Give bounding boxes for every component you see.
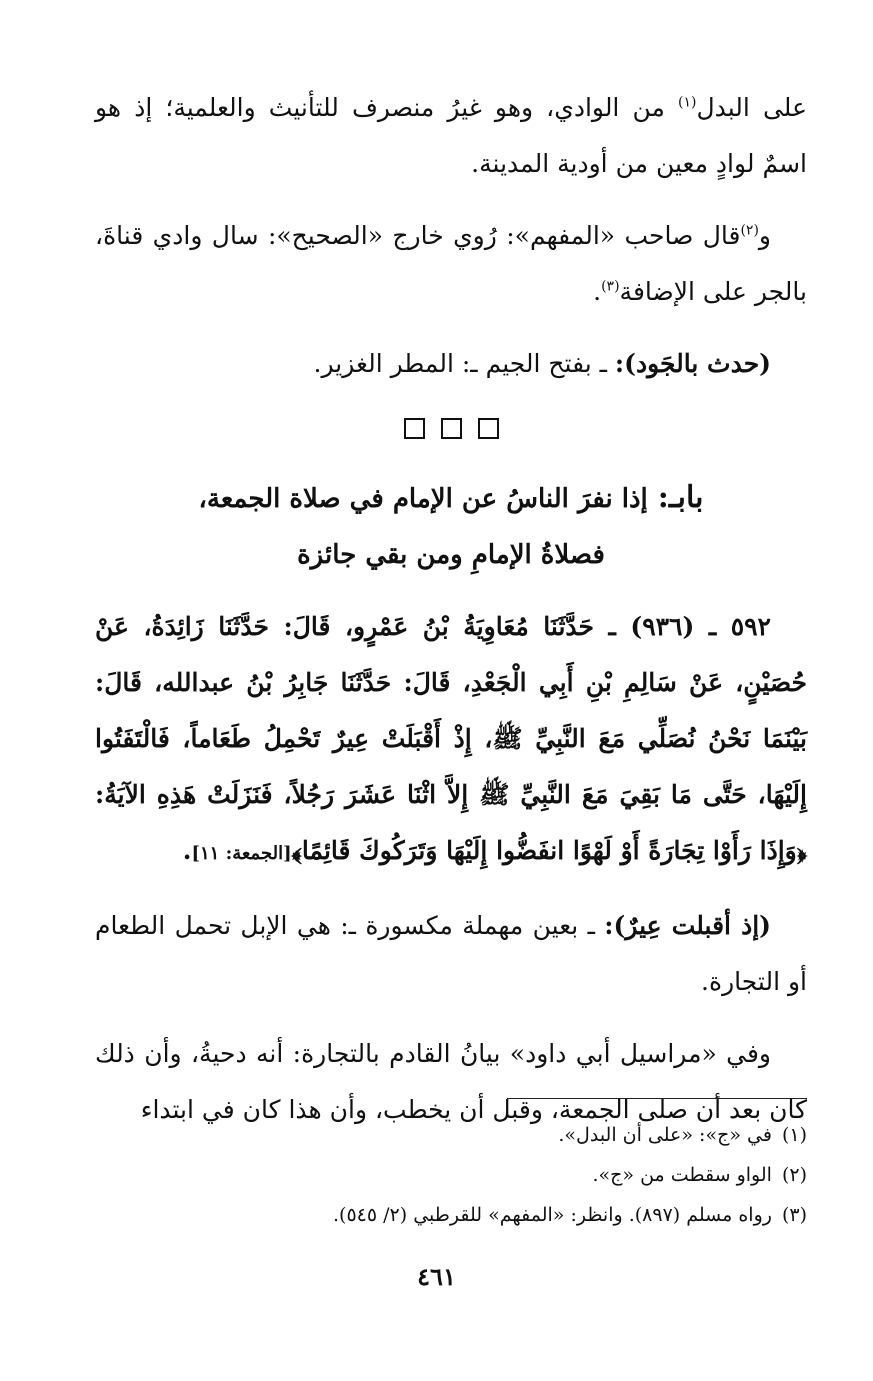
term-jawd: (حدث بالجَود): xyxy=(614,349,771,378)
page-body xyxy=(95,80,807,1138)
commentary-1 xyxy=(95,898,807,1010)
hadith-paragraph xyxy=(95,599,807,882)
chapter-title-1: إذا نفرَ الناسُ عن الإمام في صلاة الجمعة، xyxy=(198,484,648,514)
footnote-divider xyxy=(507,1098,807,1099)
footnote-ref-1[interactable]: (١) xyxy=(678,94,697,111)
chapter-label: بابـ: xyxy=(657,480,704,515)
footnote-number: (١) xyxy=(781,1124,807,1146)
footnote-number: (٢) xyxy=(781,1164,807,1186)
footnote-3 xyxy=(95,1195,807,1235)
paragraph-2-rest: قال صاحب «المفهم»: رُوي خارج «الصحيح»: سال وادي قناةَ، بالجر على الإضافة xyxy=(95,221,807,306)
footnote-text: رواه مسلم (٨٩٧). وانظر: «المفهم» للقرطبي (٢/ ٥٤٥). xyxy=(333,1204,772,1226)
footnotes xyxy=(95,1115,807,1235)
hadith-end: . xyxy=(182,836,192,865)
hadith-text: ٥٩٢ ـ (٩٣٦) ـ حَدَّثَنَا مُعَاوِيَةُ بْنُ عَمْرٍو، قَالَ: حَدَّثَنَا زَائِدَةُ، عَنْ حُصَيْنٍ، عَنْ سَالِمِ بْنِ أَبِي الْجَعْدِ، قَالَ: حَدَّثَنَا جَابِرُ بْنُ عبدالله، قَالَ: بَيْنَمَا نَحْنُ نُصَلِّي مَعَ النَّبِيِّ ﷺ، إِذْ أَقْبَلَتْ عِيرٌ تَحْمِلُ طَعَاماً، فَالْتَفَتُوا إِلَيْهَا، حَتَّى مَا بَقِيَ مَعَ النَّبِيِّ ﷺ إِلاَّ اثْنَا عَشَرَ رَجُلاً، فَنَزَلَتْ هَذِهِ الآيَةُ: xyxy=(95,612,807,809)
footnote-text: في «ج»: «على أن البدل». xyxy=(558,1124,772,1146)
paragraph-1 xyxy=(95,80,807,192)
square-ornament-icon xyxy=(404,418,425,439)
square-ornament-icon xyxy=(441,418,462,439)
quran-verse: ﴿وَإِذَا رَأَوْا تِجَارَةً أَوْ لَهْوًا انفَضُّوا إِلَيْهَا وَتَرَكُوكَ قَائِمًا﴾ xyxy=(291,836,807,865)
footnote-ref-3[interactable]: (٣) xyxy=(601,278,620,295)
footnote-ref-2[interactable]: (٢) xyxy=(740,222,759,239)
footnote-1 xyxy=(95,1115,807,1155)
square-ornament-icon xyxy=(478,418,499,439)
footnote-number: (٣) xyxy=(781,1204,807,1226)
chapter-heading-line-2 xyxy=(95,527,807,583)
paragraph-1-rest: من الوادي، وهو غيرُ منصرف للتأنيث والعلمية؛ إذ هو اسمٌ لوادٍ معين من أودية المدينة. xyxy=(95,93,807,178)
paragraph-1-text: على البدل xyxy=(696,93,807,122)
commentary-2: وفي «مراسيل أبي داود» بيانُ القادم بالتجارة: أنه دحيةُ، وأن ذلك كان بعد أن صلى الجمعة، وقبل أن يخطب، وأن هذا كان في ابتداء xyxy=(95,1039,807,1124)
chapter-heading-line-1 xyxy=(95,470,807,527)
paragraph-2 xyxy=(95,208,807,320)
paragraph-3-rest: ـ بفتح الجيم ـ: المطر الغزير. xyxy=(313,349,615,378)
footnote-text: الواو سقطت من «ج». xyxy=(592,1164,772,1186)
footnote-2 xyxy=(95,1155,807,1195)
verse-citation: [الجمعة: ١١] xyxy=(191,843,292,864)
commentary-1-rest: ـ بعين مهملة مكسورة ـ: هي الإبل تحمل الطعام أو التجارة. xyxy=(95,911,807,996)
term-eer: (إذ أقبلت عِيرٌ): xyxy=(604,911,771,940)
chapter-title-2: فصلاةُ الإمامِ ومن بقي جائزة xyxy=(297,540,605,570)
paragraph-3 xyxy=(95,336,807,392)
paragraph-2-start: و xyxy=(758,221,771,250)
paragraph-2-end: . xyxy=(593,277,602,306)
section-separator xyxy=(95,418,807,448)
page-number: ٤٦١ xyxy=(417,1262,456,1291)
